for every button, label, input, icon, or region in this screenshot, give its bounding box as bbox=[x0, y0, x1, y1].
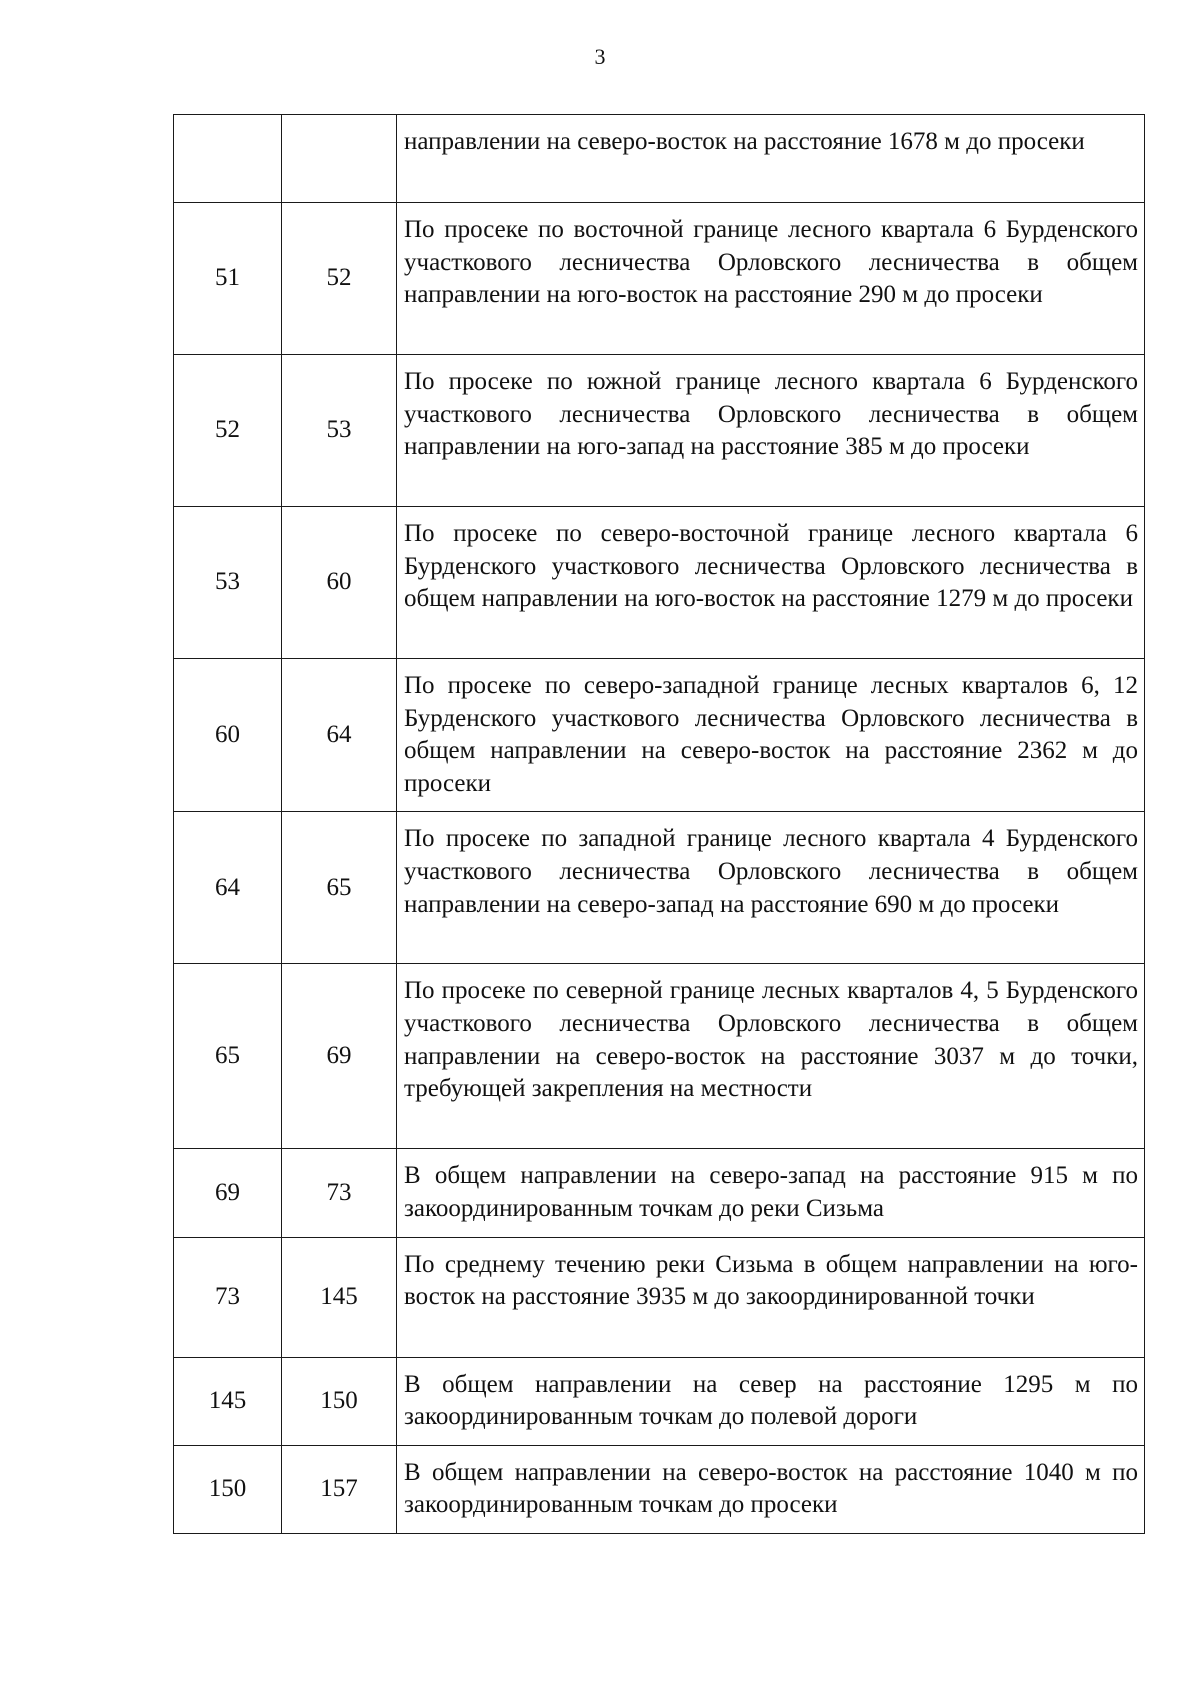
boundary-description-cell: По просеке по южной границе лесного квартала 6 Бурденского участкового лесничества Орловского лесничества в общем направлении на юго-запад на расстояние 385 м до просеки bbox=[397, 355, 1145, 507]
to-point-cell: 157 bbox=[282, 1445, 397, 1533]
boundary-description-cell: По просеке по северо-восточной границе лесного квартала 6 Бурденского участкового лесничества Орловского лесничества в общем направлении на юго-восток на расстояние 1279 м до просеки bbox=[397, 507, 1145, 659]
to-point-cell: 73 bbox=[282, 1149, 397, 1237]
to-point-cell: 52 bbox=[282, 203, 397, 355]
table-row bbox=[174, 203, 1145, 355]
to-point-cell bbox=[282, 115, 397, 203]
to-point-cell: 69 bbox=[282, 964, 397, 1149]
table-row bbox=[174, 964, 1145, 1149]
to-point-cell: 150 bbox=[282, 1357, 397, 1445]
table-body bbox=[174, 115, 1145, 1534]
from-point-cell bbox=[174, 115, 282, 203]
boundary-description-cell: По среднему течению реки Сизьма в общем направлении на юго-восток на расстояние 3935 м до закоординированной точки bbox=[397, 1237, 1145, 1357]
to-point-cell: 64 bbox=[282, 659, 397, 812]
boundary-description-cell: По просеке по восточной границе лесного квартала 6 Бурденского участкового лесничества Орловского лесничества в общем направлении на юго-восток на расстояние 290 м до просеки bbox=[397, 203, 1145, 355]
boundary-description-cell: В общем направлении на северо-восток на расстояние 1040 м по закоординированным точкам до просеки bbox=[397, 1445, 1145, 1533]
from-point-cell: 150 bbox=[174, 1445, 282, 1533]
boundary-description-cell: По просеке по северо-западной границе лесных кварталов 6, 12 Бурденского участкового лесничества Орловского лесничества в общем направлении на северо-восток на расстояние 2362 м до просеки bbox=[397, 659, 1145, 812]
boundary-description-cell: По просеке по западной границе лесного квартала 4 Бурденского участкового лесничества Орловского лесничества в общем направлении на северо-запад на расстояние 690 м до просеки bbox=[397, 812, 1145, 964]
table-row bbox=[174, 659, 1145, 812]
to-point-cell: 60 bbox=[282, 507, 397, 659]
from-point-cell: 73 bbox=[174, 1237, 282, 1357]
boundary-description-cell: По просеке по северной границе лесных кварталов 4, 5 Бурденского участкового лесничества Орловского лесничества в общем направлении на северо-восток на расстояние 3037 м до точки, требующей закрепления на местности bbox=[397, 964, 1145, 1149]
table-row bbox=[174, 1357, 1145, 1445]
boundary-description-cell: направлении на северо-восток на расстояние 1678 м до просеки bbox=[397, 115, 1145, 203]
to-point-cell: 145 bbox=[282, 1237, 397, 1357]
table-row bbox=[174, 115, 1145, 203]
to-point-cell: 53 bbox=[282, 355, 397, 507]
from-point-cell: 69 bbox=[174, 1149, 282, 1237]
from-point-cell: 64 bbox=[174, 812, 282, 964]
from-point-cell: 52 bbox=[174, 355, 282, 507]
boundary-description-cell: В общем направлении на север на расстояние 1295 м по закоординированным точкам до полевой дороги bbox=[397, 1357, 1145, 1445]
boundary-table bbox=[173, 114, 1145, 1534]
from-point-cell: 145 bbox=[174, 1357, 282, 1445]
table-row bbox=[174, 1149, 1145, 1237]
to-point-cell: 65 bbox=[282, 812, 397, 964]
table-row bbox=[174, 355, 1145, 507]
from-point-cell: 53 bbox=[174, 507, 282, 659]
from-point-cell: 65 bbox=[174, 964, 282, 1149]
from-point-cell: 60 bbox=[174, 659, 282, 812]
table-row bbox=[174, 1445, 1145, 1533]
boundary-description-cell: В общем направлении на северо-запад на расстояние 915 м по закоординированным точкам до реки Сизьма bbox=[397, 1149, 1145, 1237]
from-point-cell: 51 bbox=[174, 203, 282, 355]
table-row bbox=[174, 812, 1145, 964]
page-number: 3 bbox=[594, 44, 606, 69]
table-row bbox=[174, 507, 1145, 659]
table-row bbox=[174, 1237, 1145, 1357]
